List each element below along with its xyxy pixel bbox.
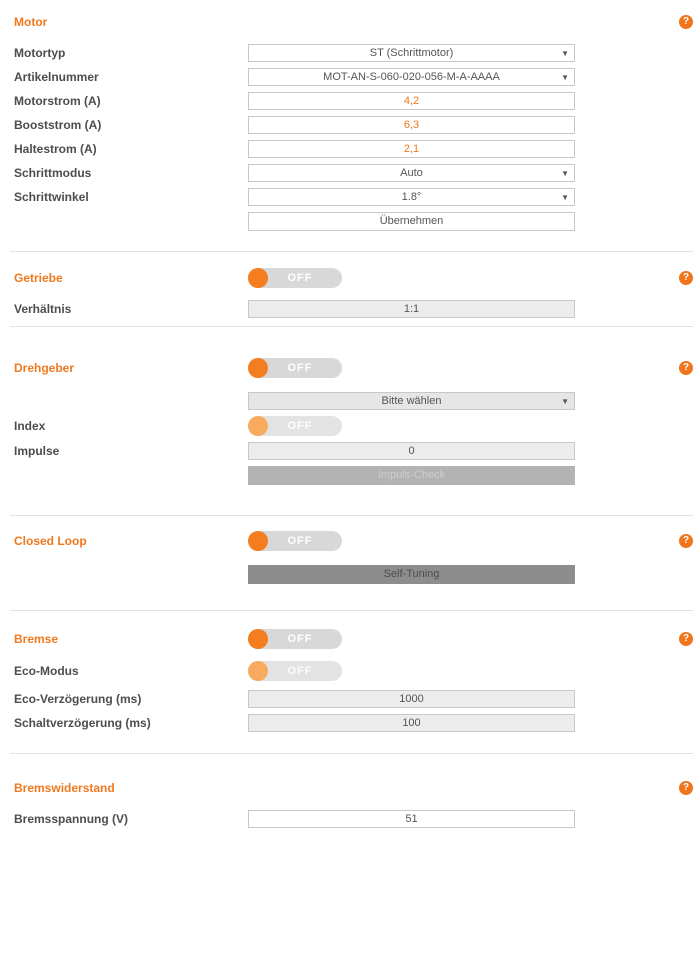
help-icon-getriebe[interactable]: ? (679, 271, 693, 285)
eco-modus-label: Eco-Modus (14, 664, 79, 678)
help-icon-bremswiderstand[interactable]: ? (679, 781, 693, 795)
section-bremswiderstand (14, 778, 693, 828)
bremse-toggle[interactable] (248, 629, 342, 649)
uebernehmen-button[interactable]: Übernehmen (248, 212, 575, 231)
eco-verzoegerung-label: Eco-Verzögerung (ms) (14, 692, 142, 706)
form-row-motortyp (14, 44, 693, 62)
motorstrom-label: Motorstrom (A) (14, 94, 101, 108)
form-row-schrittmodus (14, 164, 693, 182)
section-title-motor: Motor (14, 15, 48, 29)
impuls-check-button: Impuls-Check (248, 466, 575, 485)
eco-modus-toggle[interactable] (248, 661, 342, 681)
section-divider (10, 251, 693, 252)
help-icon-drehgeber[interactable]: ? (679, 361, 693, 375)
schrittwinkel-select-value: 1.8° (401, 191, 422, 203)
section-header-closed-loop (14, 531, 693, 551)
toggle-knob (248, 531, 268, 551)
form-row-eco-verzoegerung (14, 690, 693, 708)
self-tuning-button[interactable]: Self-Tuning (248, 565, 575, 584)
section-getriebe (14, 268, 693, 318)
form-row-schaltverzoegerung (14, 714, 693, 732)
form-row-impulse (14, 442, 693, 460)
eco-verzoegerung-input (248, 690, 575, 708)
toggle-state-label: OFF (287, 420, 313, 432)
schrittmodus-select[interactable] (248, 164, 575, 182)
impulse-input (248, 442, 575, 460)
schrittwinkel-label: Schrittwinkel (14, 190, 89, 204)
schrittmodus-select-value: Auto (400, 167, 423, 179)
toggle-state-label: OFF (287, 362, 313, 374)
section-divider (10, 610, 693, 611)
form-row-self-tuning (14, 565, 693, 584)
schrittmodus-label: Schrittmodus (14, 166, 92, 180)
toggle-state-label: OFF (287, 665, 313, 677)
section-divider (10, 515, 693, 516)
motortyp-select[interactable] (248, 44, 575, 62)
form-row-booststrom (14, 116, 693, 134)
toggle-knob (248, 416, 268, 436)
toggle-state-label: OFF (287, 633, 313, 645)
schaltverzoegerung-input (248, 714, 575, 732)
section-title-closed-loop: Closed Loop (14, 534, 87, 548)
toggle-knob (248, 661, 268, 681)
index-label: Index (14, 419, 46, 433)
chevron-down-icon: ▼ (561, 73, 569, 82)
help-icon-closed-loop[interactable]: ? (679, 534, 693, 548)
form-row-verhaeltnis (14, 300, 693, 318)
form-row-schrittwinkel (14, 188, 693, 206)
section-header-bremswiderstand (14, 778, 693, 798)
drehgeber-select-value: Bitte wählen (381, 395, 442, 407)
form-row-motorstrom (14, 92, 693, 110)
form-row-drehgeber-select (14, 392, 693, 410)
chevron-down-icon: ▼ (561, 169, 569, 178)
section-title-drehgeber: Drehgeber (14, 361, 75, 375)
section-header-drehgeber (14, 358, 693, 378)
section-header-bremse (14, 629, 693, 649)
section-motor (14, 12, 693, 231)
form-row-haltestrom (14, 140, 693, 158)
booststrom-label: Booststrom (A) (14, 118, 102, 132)
toggle-state-label: OFF (287, 535, 313, 547)
motorstrom-input[interactable] (248, 92, 575, 110)
section-title-getriebe: Getriebe (14, 271, 63, 285)
toggle-knob (248, 629, 268, 649)
form-row-impuls-check (14, 466, 693, 485)
closed-loop-toggle[interactable] (248, 531, 342, 551)
artikelnummer-select-value: MOT-AN-S-060-020-056-M-A-AAAA (323, 71, 500, 83)
impulse-label: Impulse (14, 444, 60, 458)
chevron-down-icon: ▼ (561, 49, 569, 58)
motortyp-select-value: ST (Schrittmotor) (369, 47, 454, 59)
drehgeber-type-select[interactable] (248, 392, 575, 410)
toggle-state-label: OFF (287, 272, 313, 284)
drehgeber-toggle[interactable] (248, 358, 342, 378)
form-row-eco-modus (14, 661, 693, 681)
chevron-down-icon: ▼ (561, 397, 569, 406)
form-row-bremsspannung (14, 810, 693, 828)
bremsspannung-label: Bremsspannung (V) (14, 812, 129, 826)
artikelnummer-select[interactable] (248, 68, 575, 86)
section-closed-loop (14, 531, 693, 584)
schaltverzoegerung-label: Schaltverzögerung (ms) (14, 716, 151, 730)
verhaeltnis-label: Verhältnis (14, 302, 72, 316)
form-row-apply (14, 212, 693, 231)
motortyp-label: Motortyp (14, 46, 66, 60)
index-toggle[interactable] (248, 416, 342, 436)
section-title-bremse: Bremse (14, 632, 59, 646)
getriebe-toggle[interactable] (248, 268, 342, 288)
schrittwinkel-select[interactable] (248, 188, 575, 206)
help-icon-bremse[interactable]: ? (679, 632, 693, 646)
section-title-bremswiderstand: Bremswiderstand (14, 781, 115, 795)
haltestrom-input[interactable] (248, 140, 575, 158)
toggle-knob (248, 358, 268, 378)
help-icon-motor[interactable]: ? (679, 15, 693, 29)
artikelnummer-label: Artikelnummer (14, 70, 99, 84)
chevron-down-icon: ▼ (561, 193, 569, 202)
section-divider (10, 753, 693, 754)
form-row-index (14, 416, 693, 436)
booststrom-input[interactable] (248, 116, 575, 134)
section-drehgeber (14, 358, 693, 485)
section-divider (10, 326, 693, 327)
form-row-artikelnummer (14, 68, 693, 86)
toggle-knob (248, 268, 268, 288)
haltestrom-label: Haltestrom (A) (14, 142, 97, 156)
section-header-motor (14, 12, 693, 32)
section-header-getriebe (14, 268, 693, 288)
bremsspannung-input[interactable] (248, 810, 575, 828)
section-bremse (14, 629, 693, 732)
verhaeltnis-input (248, 300, 575, 318)
